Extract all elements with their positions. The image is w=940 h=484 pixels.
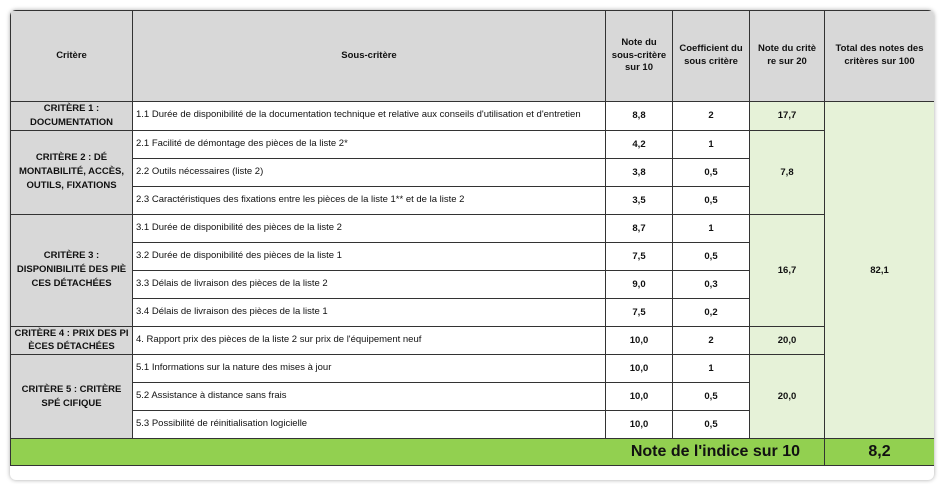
- subcriterion-5-2: 5.2 Assistance à distance sans frais: [133, 383, 606, 411]
- criterion-1-score: 17,7: [750, 102, 825, 131]
- header-sous-critere: Sous-critère: [133, 11, 606, 102]
- criterion-1-label: CRITÈRE 1 : DOCUMENTATION: [11, 102, 133, 131]
- subcriterion-2-1: 2.1 Facilité de démontage des pièces de la liste 2*: [133, 130, 606, 158]
- table-row: [11, 130, 935, 158]
- total-score: 82,1: [825, 102, 935, 439]
- subcriterion-4: 4. Rapport prix des pièces de la liste 2 sur prix de l'équipement neuf: [133, 326, 606, 355]
- note-3-4: 7,5: [606, 298, 673, 326]
- criterion-3-score: 16,7: [750, 214, 825, 326]
- header-row: [11, 11, 935, 102]
- note-2-3: 3,5: [606, 186, 673, 214]
- coef-3-3: 0,3: [673, 270, 750, 298]
- note-3-2: 7,5: [606, 242, 673, 270]
- coef-2-2: 0,5: [673, 158, 750, 186]
- score-table-card: [10, 10, 934, 480]
- coef-2-1: 1: [673, 130, 750, 158]
- subcriterion-3-2: 3.2 Durée de disponibilité des pièces de la liste 1: [133, 242, 606, 270]
- note-5-1: 10,0: [606, 355, 673, 383]
- note-2-2: 3,8: [606, 158, 673, 186]
- criterion-5-score: 20,0: [750, 355, 825, 439]
- header-critere: Critère: [11, 11, 133, 102]
- coef-2-3: 0,5: [673, 186, 750, 214]
- subcriterion-2-2: 2.2 Outils nécessaires (liste 2): [133, 158, 606, 186]
- note-4: 10,0: [606, 326, 673, 355]
- coef-5-1: 1: [673, 355, 750, 383]
- subcriterion-3-1: 3.1 Durée de disponibilité des pièces de la liste 2: [133, 214, 606, 242]
- criterion-5-label: CRITÈRE 5 : CRITÈRE SPÉ CIFIQUE: [11, 355, 133, 439]
- repairability-score-table: [10, 10, 934, 466]
- header-note-critere: Note du critè re sur 20: [750, 11, 825, 102]
- table-row: [11, 355, 935, 383]
- coef-3-4: 0,2: [673, 298, 750, 326]
- table-row: [11, 102, 935, 131]
- footer-row: [11, 439, 935, 466]
- coef-5-2: 0,5: [673, 383, 750, 411]
- table-row: [11, 326, 935, 355]
- subcriterion-1-1: 1.1 Durée de disponibilité de la documentation technique et relative aux conseils d'utilisation et d'entretien: [133, 102, 606, 131]
- criterion-4-score: 20,0: [750, 326, 825, 355]
- note-1-1: 8,8: [606, 102, 673, 131]
- criterion-2-score: 7,8: [750, 130, 825, 214]
- coef-3-1: 1: [673, 214, 750, 242]
- note-2-1: 4,2: [606, 130, 673, 158]
- header-total: Total des notes des critères sur 100: [825, 11, 935, 102]
- table-row: [11, 214, 935, 242]
- header-coefficient: Coefficient du sous critère: [673, 11, 750, 102]
- note-3-3: 9,0: [606, 270, 673, 298]
- subcriterion-5-1: 5.1 Informations sur la nature des mises à jour: [133, 355, 606, 383]
- coef-3-2: 0,5: [673, 242, 750, 270]
- criterion-3-label: CRITÈRE 3 : DISPONIBILITÉ DES PIÈ CES DÉTACHÉES: [11, 214, 133, 326]
- criterion-2-label: CRITÈRE 2 : DÉ MONTABILITÉ, ACCÈS, OUTILS, FIXATIONS: [11, 130, 133, 214]
- subcriterion-2-3: 2.3 Caractéristiques des fixations entre les pièces de la liste 1** et de la liste 2: [133, 186, 606, 214]
- index-score-label: Note de l'indice sur 10: [11, 439, 825, 466]
- coef-1-1: 2: [673, 102, 750, 131]
- criterion-4-label: CRITÈRE 4 : PRIX DES PI ÈCES DÉTACHÉES: [11, 326, 133, 355]
- coef-4: 2: [673, 326, 750, 355]
- header-note-sous-critere: Note du sous-critère sur 10: [606, 11, 673, 102]
- subcriterion-5-3: 5.3 Possibilité de réinitialisation logicielle: [133, 411, 606, 439]
- note-5-3: 10,0: [606, 411, 673, 439]
- note-3-1: 8,7: [606, 214, 673, 242]
- subcriterion-3-3: 3.3 Délais de livraison des pièces de la liste 2: [133, 270, 606, 298]
- note-5-2: 10,0: [606, 383, 673, 411]
- coef-5-3: 0,5: [673, 411, 750, 439]
- subcriterion-3-4: 3.4 Délais de livraison des pièces de la liste 1: [133, 298, 606, 326]
- index-score-value: 8,2: [825, 439, 935, 466]
